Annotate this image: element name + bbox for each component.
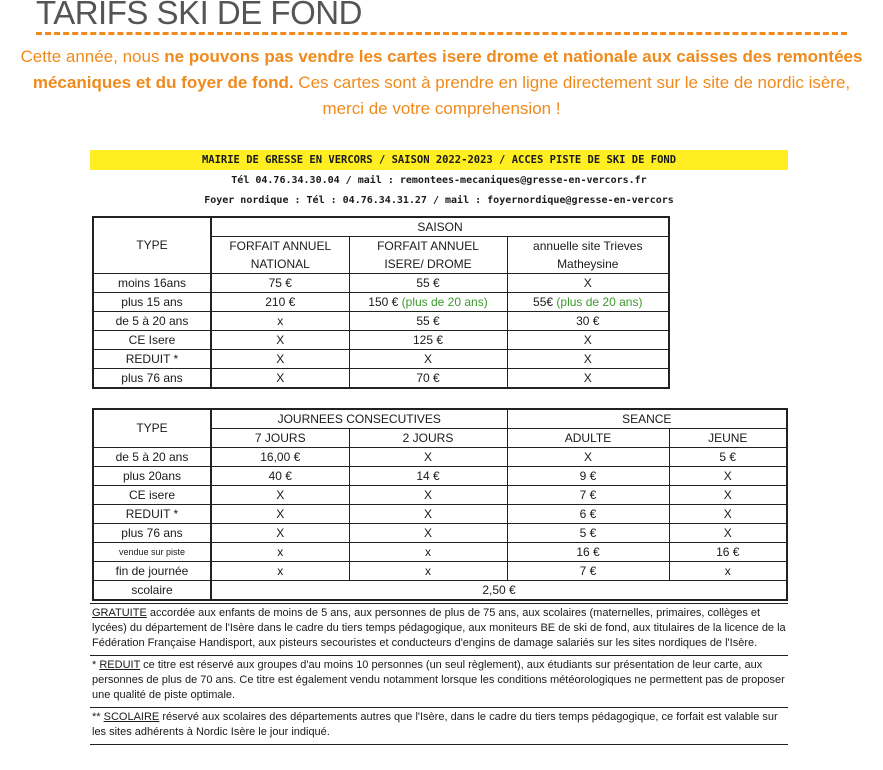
table-row	[93, 486, 787, 505]
cell: X	[507, 331, 669, 350]
table-row	[93, 293, 669, 312]
contact-line-1: Tél 04.76.34.30.04 / mail : remontees-mecaniques@gresse-en-vercors.fr	[231, 175, 647, 186]
cell: X	[507, 274, 669, 293]
cell: 16 €	[669, 543, 787, 562]
saison-header: SAISON	[211, 217, 669, 237]
table-row	[93, 331, 669, 350]
col-header: FORFAIT ANNUEL	[211, 237, 349, 256]
contact-line-2: Foyer nordique : Tél : 04.76.34.31.27 / mail : foyernordique@gresse-en-vercors	[204, 195, 674, 206]
cell: x	[211, 543, 349, 562]
cell: 55 €	[349, 312, 507, 331]
cell: 55 €	[349, 274, 507, 293]
cell: X	[669, 486, 787, 505]
title-divider	[36, 32, 847, 35]
cell: 125 €	[349, 331, 507, 350]
cell: X	[507, 448, 669, 467]
cell: 30 €	[507, 312, 669, 331]
row-label: plus 76 ans	[93, 369, 211, 389]
cell: 16 €	[507, 543, 669, 562]
seance-header: SEANCE	[507, 409, 787, 429]
row-label: plus 20ans	[93, 467, 211, 486]
cell: x	[349, 543, 507, 562]
age-note: (plus de 20 ans)	[553, 294, 643, 309]
row-label: moins 16ans	[93, 274, 211, 293]
cell: X	[507, 369, 669, 389]
row-label: de 5 à 20 ans	[93, 312, 211, 331]
row-label: plus 15 ans	[93, 293, 211, 312]
cell: X	[507, 350, 669, 369]
season-pass-table	[92, 216, 670, 389]
cell: 14 €	[349, 467, 507, 486]
cell: X	[669, 505, 787, 524]
cell: 5 €	[669, 448, 787, 467]
row-label: CE Isere	[93, 331, 211, 350]
table-row	[93, 274, 669, 293]
type-header: TYPE	[93, 409, 211, 448]
cell: X	[211, 331, 349, 350]
cell: 6 €	[507, 505, 669, 524]
col-header: 2 JOURS	[349, 429, 507, 448]
cell: x	[669, 562, 787, 581]
table-row	[93, 448, 787, 467]
cell: 16,00 €	[211, 448, 349, 467]
daily-pass-table	[92, 408, 788, 601]
cell: X	[349, 505, 507, 524]
cell: X	[349, 486, 507, 505]
table-row	[93, 467, 787, 486]
cell: x	[349, 562, 507, 581]
cell: X	[669, 467, 787, 486]
col-header: 7 JOURS	[211, 429, 349, 448]
row-label: fin de journée	[93, 562, 211, 581]
row-label: de 5 à 20 ans	[93, 448, 211, 467]
row-label: plus 76 ans	[93, 524, 211, 543]
table-row	[93, 562, 787, 581]
cell: X	[211, 350, 349, 369]
intro-text: Cette année, nous ne pouvons pas vendre les cartes isere drome et nationale aux caisses des remontées mécaniques et du foyer de fond. Ces cartes sont à prendre en ligne directement sur le site de nordic isère, merci de votre comprehension !	[20, 47, 863, 118]
document-banner: MAIRIE DE GRESSE EN VERCORS / SAISON 2022-2023 / ACCES PISTE DE SKI DE FOND	[90, 150, 788, 170]
page-title: TARIFS SKI DE FOND	[36, 0, 362, 31]
cell: 75 €	[211, 274, 349, 293]
cell: X	[349, 350, 507, 369]
cell: 55€ (plus de 20 ans)	[507, 293, 669, 312]
col-header: JEUNE	[669, 429, 787, 448]
cell: 40 €	[211, 467, 349, 486]
col-header: FORFAIT ANNUEL	[349, 237, 507, 256]
row-label: vendue sur piste	[93, 543, 211, 562]
col-header: ISERE/ DROME	[349, 255, 507, 274]
cell: X	[211, 505, 349, 524]
journees-header: JOURNEES CONSECUTIVES	[211, 409, 507, 429]
table-row	[93, 505, 787, 524]
cell: X	[211, 486, 349, 505]
cell: X	[211, 369, 349, 389]
type-header: TYPE	[93, 217, 211, 274]
age-note: (plus de 20 ans)	[398, 294, 488, 309]
cell: 7 €	[507, 486, 669, 505]
row-label: REDUIT *	[93, 505, 211, 524]
row-label: CE isere	[93, 486, 211, 505]
scolaire-price: 2,50 €	[211, 581, 787, 601]
cell: X	[349, 448, 507, 467]
table-row	[93, 524, 787, 543]
cell: 5 €	[507, 524, 669, 543]
row-label: scolaire	[93, 581, 211, 601]
col-header: Matheysine	[507, 255, 669, 274]
col-header: NATIONAL	[211, 255, 349, 274]
note-scolaire: ** SCOLAIRE réservé aux scolaires des départements autres que l'Isère, dans le cadre du tiers temps pédagogique, ce forfait est valable sur les sites adhérents à Nordic Isère le jour indiqué.	[90, 707, 788, 745]
table-row	[93, 581, 787, 601]
table-row	[93, 312, 669, 331]
cell: X	[211, 524, 349, 543]
cell: 210 €	[211, 293, 349, 312]
note-gratuite: GRATUITE accordée aux enfants de moins de 5 ans, aux personnes de plus de 75 ans, aux scolaires (maternelles, primaires, collèges et lycées) du département de l'Isère dans le cadre du tiers temps pédagogique, aux moniteurs BE de ski de fond, aux titulaires de la licence de la Fédération Française Handisport, aux pisteurs secouristes et conducteurs d'engins de damage salariés sur les sites nordiques de l'Isère.	[90, 603, 788, 655]
row-label: REDUIT *	[93, 350, 211, 369]
col-header: ADULTE	[507, 429, 669, 448]
table-row	[93, 350, 669, 369]
table-row	[93, 369, 669, 389]
cell: 150 € (plus de 20 ans)	[349, 293, 507, 312]
cell: 9 €	[507, 467, 669, 486]
cell: 7 €	[507, 562, 669, 581]
cell: x	[211, 312, 349, 331]
table-row	[93, 543, 787, 562]
cell: X	[349, 524, 507, 543]
cell: x	[211, 562, 349, 581]
note-reduit: * REDUIT ce titre est réservé aux groupes d'au moins 10 personnes (un seul règlement), aux étudiants sur présentation de leur carte, aux personnes de plus de 70 ans. Ce titre est également vendu notamment lorsque les conditions météorologiques ne permettent pas de proposer une qualité de piste optimale.	[90, 655, 788, 707]
notes-section	[90, 603, 788, 745]
cell: X	[669, 524, 787, 543]
cell: 70 €	[349, 369, 507, 389]
col-header: annuelle site Trieves	[507, 237, 669, 256]
